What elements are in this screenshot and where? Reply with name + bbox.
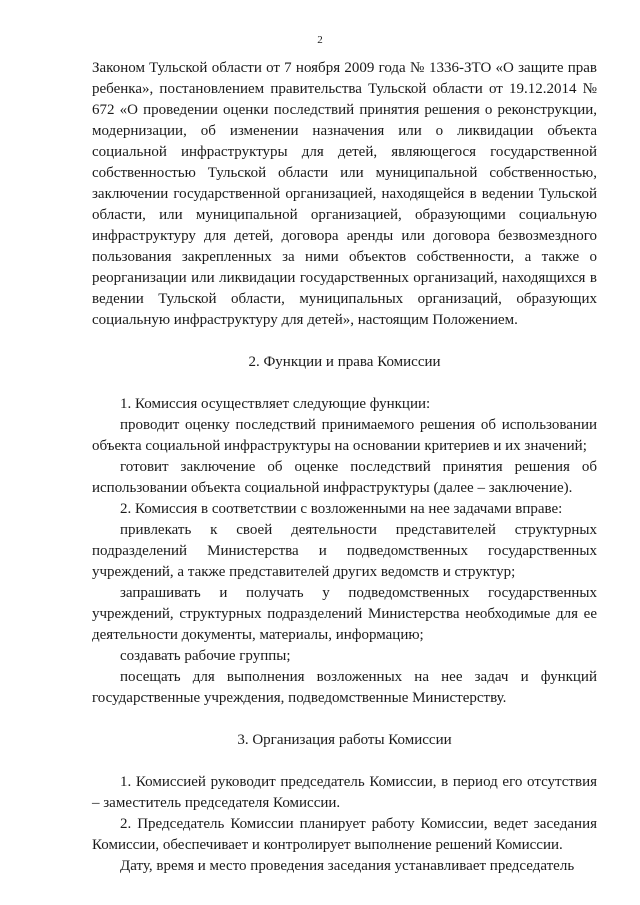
spacer [92, 709, 597, 730]
section-2-paragraph: 2. Комиссия в соответствии с возложенными на нее задачами вправе: [120, 501, 563, 517]
section-3-paragraph: 1. Комиссией руководит председатель Комиссии, в период его отсутствия – заместитель председателя Комиссии. [92, 774, 597, 811]
section-2-paragraph: проводит оценку последствий принимаемого решения об использовании объекта социальной инфраструктуры на основании критериев и их значений; [92, 417, 597, 454]
section-2-paragraph: 1. Комиссия осуществляет следующие функции: [120, 396, 431, 412]
section-3-paragraph: 2. Председатель Комиссии планирует работу Комиссии, ведет заседания Комиссии, обеспечивает и контролирует выполнение решений Комиссии. [92, 816, 597, 853]
section-2-paragraph: посещать для выполнения возложенных на нее задач и функций государственные учреждения, подведомственные Министерству. [92, 669, 597, 706]
spacer [92, 331, 597, 352]
section-2-paragraph: запрашивать и получать у подведомственных государственных учреждений, структурных подразделений Министерства необходимые для ее деятельности документы, материалы, информацию; [92, 585, 597, 643]
intro-paragraph: Законом Тульской области от 7 ноября 2009 года № 1336-ЗТО «О защите прав ребенка», постановлением правительства Тульской области от 19.12.2014 № 672 «О проведении оценки последствий принятия решения о реконструкции, модернизации, об изменении назначения или о ликвидации объекта социальной инфраструктуры для детей, являющегося государственной собственностью Тульской области или муниципальной собственностью, заключении государственной организацией, находящейся в ведении Тульской области, или муниципальной организацией, образующими социальную инфраструктуру для детей, договора аренды или договора безвозмездного пользования закрепленных за ними объектов собственности, а также о реорганизации или ликвидации государственных организаций, находящихся в ведении Тульской области, муниципальных организаций, образующих социальную инфраструктуру для детей», настоящим Положением. [92, 60, 597, 328]
section-3-heading: 3. Организация работы Комиссии [237, 732, 452, 748]
page-number: 2 [317, 34, 323, 46]
section-2-paragraph: готовит заключение об оценке последствий принятия решения об использовании объекта социальной инфраструктуры (далее – заключение). [92, 459, 597, 496]
section-2-heading: 2. Функции и права Комиссии [248, 354, 441, 370]
section-3-paragraph: Дату, время и место проведения заседания устанавливает председатель [120, 858, 575, 874]
section-2-paragraph: привлекать к своей деятельности представителей структурных подразделений Министерства и подведомственных государственных учреждений, а также представителей других ведомств и структур; [92, 522, 597, 580]
section-2-paragraph: создавать рабочие группы; [120, 648, 291, 664]
spacer [92, 751, 597, 772]
spacer [92, 373, 597, 394]
document-body [92, 58, 597, 877]
